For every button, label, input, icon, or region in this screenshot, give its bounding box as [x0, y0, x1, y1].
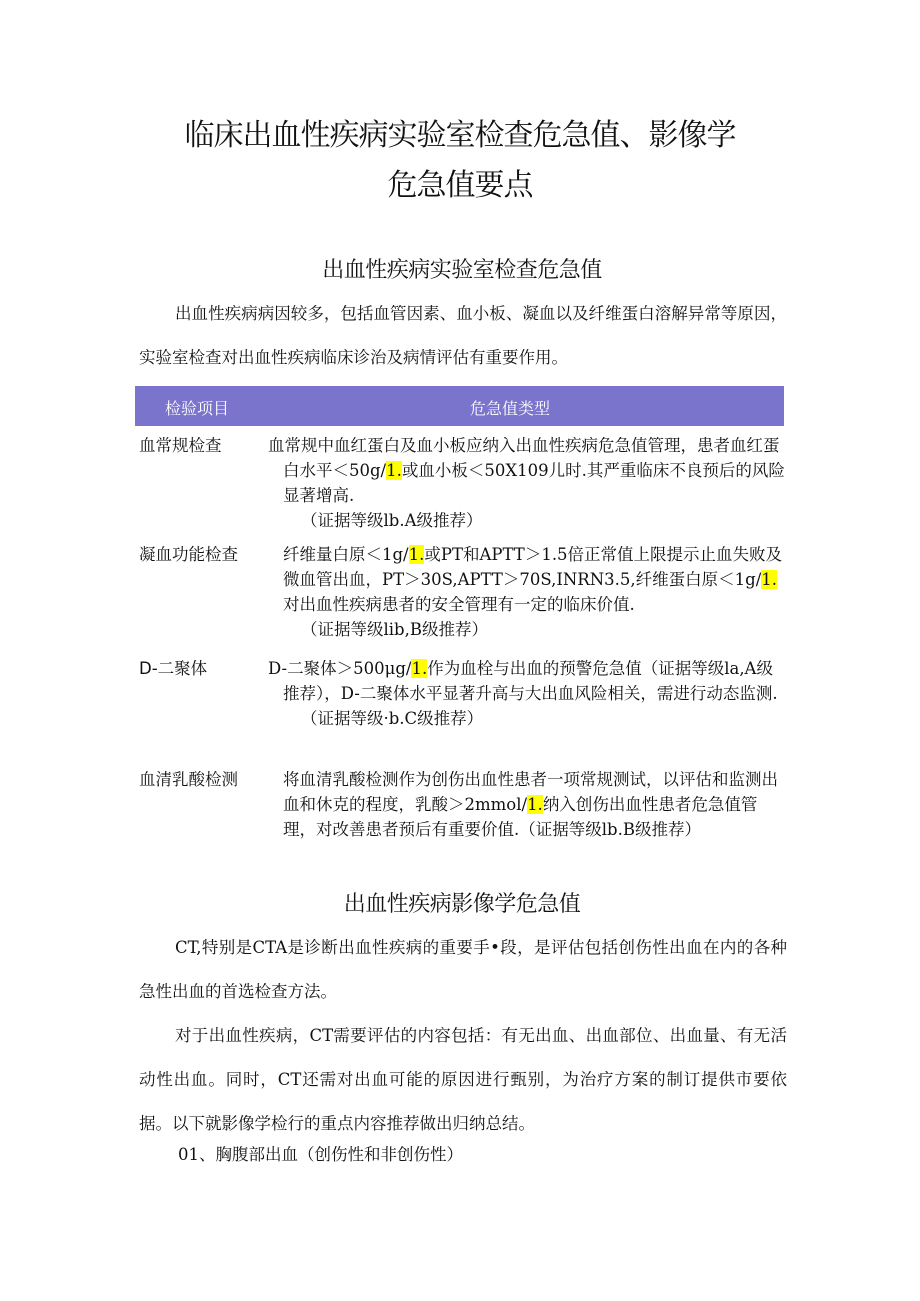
section-heading-lab: 出血性疾病实验室检查危急值: [322, 258, 602, 283]
row-text-part: D-二聚体＞500μg/: [268, 659, 412, 678]
table-header: [135, 386, 784, 426]
row-text-part: 纳入创伤出血性患者危急值管理，对改善患者预后有重要价值.（证据等级lb.B级推荐）: [283, 795, 758, 839]
document-title-line1: 临床出血性疾病实验室检查危急值、影像学: [184, 118, 736, 153]
highlight-mark: 1.: [386, 461, 402, 480]
imaging-paragraph-1: CT,特别是CTA是诊断出血性疾病的重要手•段，是评估包括创伤性出血在内的各种急性出血的首选检查方法。: [139, 938, 787, 1001]
row-text-part: 作为血栓与出血的预警危急值（证据等级la,A级推荐），D-二聚体水平显著升高与大出血风险相关，需进行动态监测.: [283, 659, 778, 703]
row-text-part: 或PT和APTT＞1.5倍正常值上限提示止血失败及微血管出血，PT＞30S,APTT＞70S,INRN3.5,纤维蛋白原＜1g/: [283, 545, 783, 589]
highlight-mark: 1.: [408, 545, 425, 564]
row-label-coagulation: 凝血功能检查: [139, 545, 238, 564]
row-text-part: 将血清乳酸检测作为创伤出血性患者一项常规测试，以评估和监测出血和休克的程度，乳酸＞2mmol/: [283, 770, 778, 814]
row-label-lactate: 血清乳酸检测: [139, 770, 238, 789]
row-text-blood-routine: [268, 433, 789, 533]
row-text-part: 对出血性疾病患者的安全管理有一定的临床价值.: [283, 595, 635, 614]
row-text-d-dimer: [268, 656, 789, 731]
highlight-mark: 1.: [411, 659, 428, 678]
evidence-level: （证据等级lib,B级推荐）: [301, 620, 488, 639]
row-label-blood-routine: 血常规检查: [139, 436, 222, 455]
section-heading-imaging: 出血性疾病影像学危急值: [343, 892, 581, 917]
lab-intro-paragraph: 出血性疾病病因较多，包括血管因素、血小板、凝血以及纤维蛋白溶解异常等原因，实验室检查对出血性疾病临床诊治及病情评估有重要作用。: [139, 304, 787, 367]
evidence-level: （证据等级·b.C级推荐）: [301, 709, 484, 728]
imaging-paragraph-2: 对于出血性疾病，CT需要评估的内容包括：有无出血、出血部位、出血量、有无活动性出血。同时，CT还需对出血可能的原因进行甄别，为治疗方案的制订提供市要依据。以下就影像学检行的重点内容推荐做出归纳总结。: [139, 1026, 787, 1133]
table-header-type: 危急值类型: [470, 399, 551, 418]
document-title-line2: 危急值要点: [387, 168, 533, 203]
imaging-item-01: 01、胸腹部出血（创伤性和非创伤性）: [178, 1145, 463, 1164]
row-text-coagulation: [283, 542, 789, 642]
highlight-mark: 1.: [527, 795, 543, 814]
highlight-mark: 1.: [761, 570, 778, 589]
evidence-level: （证据等级lb.A级推荐）: [301, 511, 483, 530]
row-text-lactate: [283, 767, 789, 842]
row-text-part: 或血小板＜50X109儿时.其严重临床不良预后的风险显著增高.: [283, 461, 785, 505]
row-text-part: 纤维量白原＜1g/: [283, 545, 409, 564]
table-header-item: 检验项目: [165, 399, 230, 418]
row-label-d-dimer: D-二聚体: [139, 659, 208, 678]
row-text-part: 血常规中血红蛋白及血小板应纳入出血性疾病危急值管理，患者血红蛋白水平＜50g/: [268, 436, 780, 480]
